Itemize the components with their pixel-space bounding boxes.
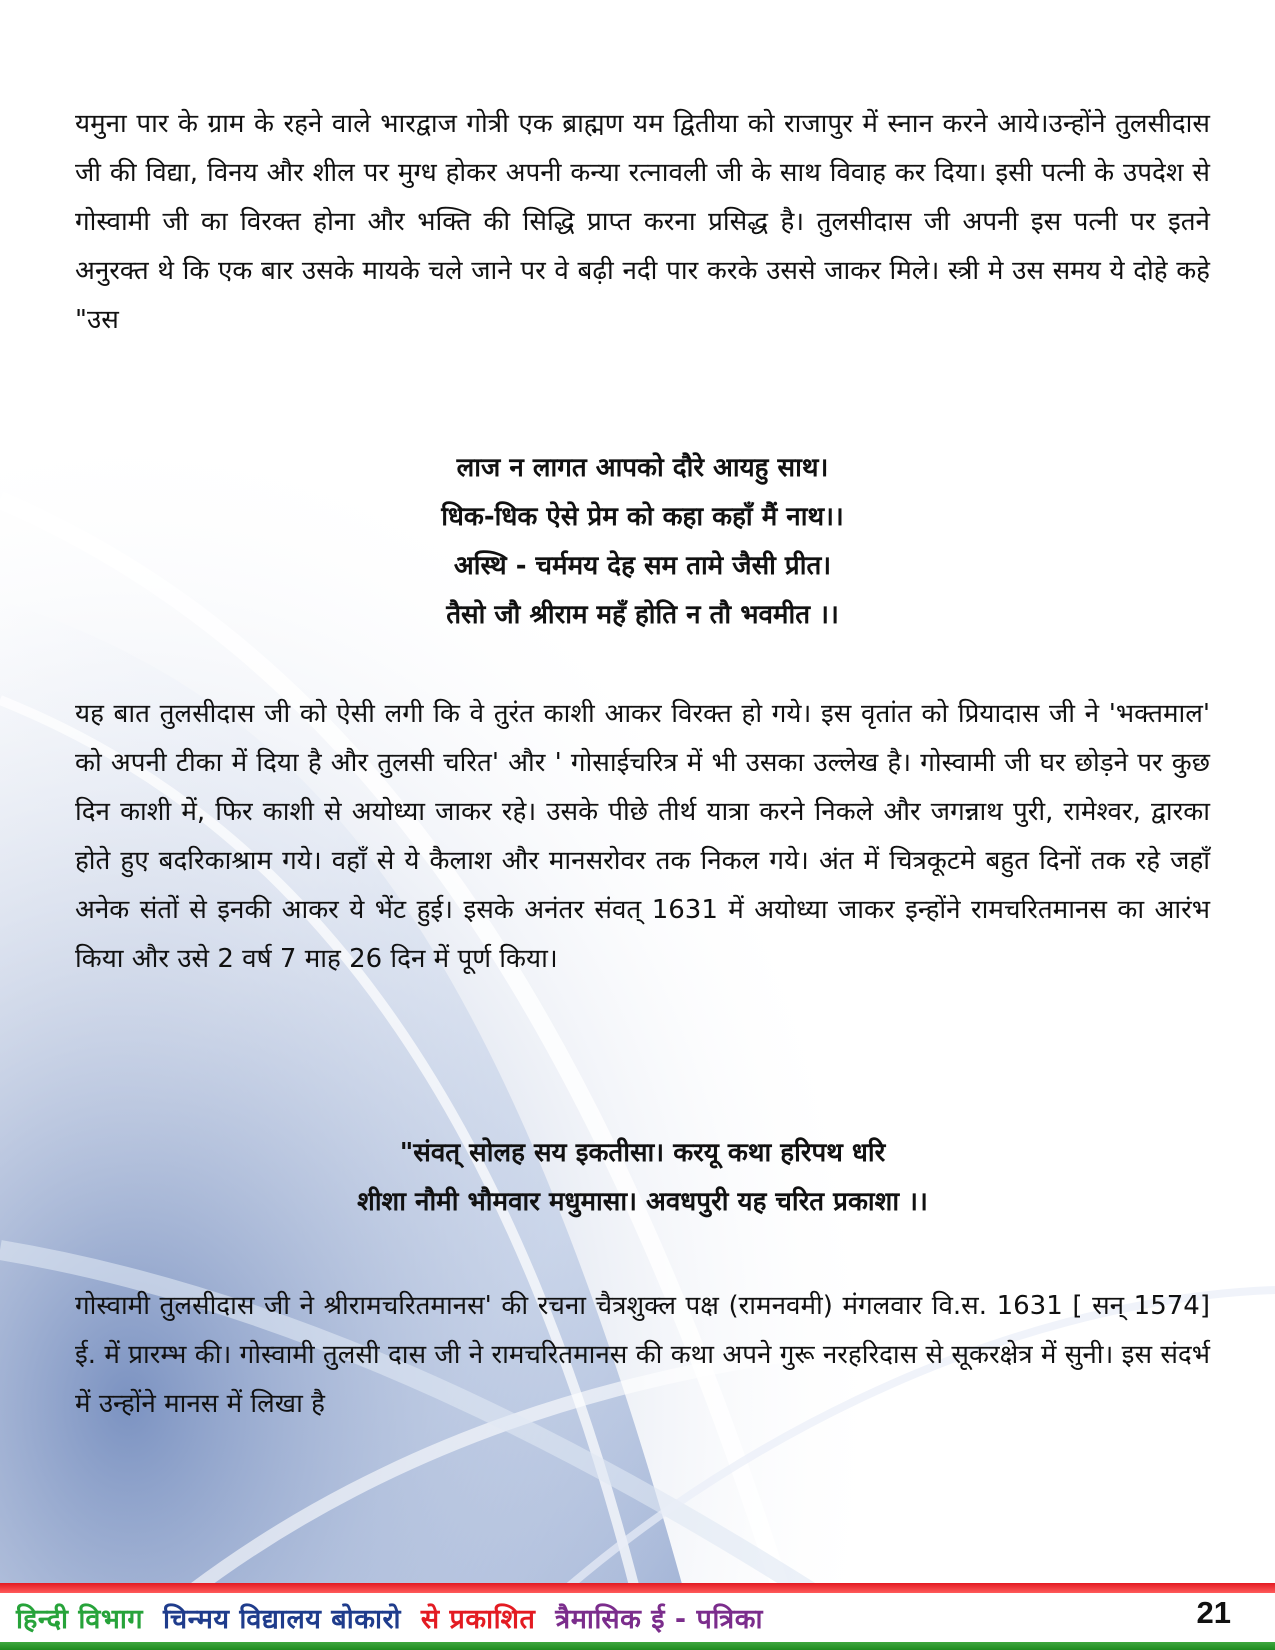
- verse-line: तैसो जौ श्रीराम महँ होति न तौ भवमीत ।।: [446, 600, 839, 630]
- verse-line: "संवत् सोलह सय इकतीसा। करयू कथा हरिपथ धरि: [399, 1138, 886, 1168]
- footer-department: हिन्दी विभाग: [16, 1604, 144, 1635]
- verse-line: धिक-धिक ऐसे प्रेम को कहा कहाँ मैं नाथ।।: [441, 502, 844, 532]
- verse-block-1: [75, 444, 1210, 640]
- footer-publication-line: [16, 1599, 773, 1636]
- page-number: 21: [1196, 1595, 1231, 1630]
- footer-school: चिन्मय विद्यालय बोकारो: [163, 1604, 401, 1635]
- paragraph-2: यह बात तुलसीदास जी को ऐसी लगी कि वे तुरंत काशी आकर विरक्त हो गये। इस वृतांत को प्रियादास जी ने 'भक्तमाल' को अपनी टीका में दिया है और तुलसी चरित' और ' गोसाईचरित्र में भी उसका उल्लेख है। गोस्वामी जी घर छोड़ने पर कुछ दिन काशी में, फिर काशी से अयोध्या जाकर रहे। उसके पीछे तीर्थ यात्रा करने निकले और जगन्नाथ पुरी, रामेश्वर, द्वारका होते हुए बदरिकाश्राम गये। वहाँ से ये कैलाश और मानसरोवर तक निकल गये। अंत में चित्रकूटमे बहुत दिनों तक रहे जहाँ अनेक संतों से इनकी आकर ये भेंट हुई। इसके अनंतर संवत् 1631 में अयोध्या जाकर इन्होंने रामचरितमानस का आरंभ किया और उसे 2 वर्ष 7 माह 26 दिन में पूर्ण किया।: [75, 699, 1210, 974]
- footer: [0, 1583, 1275, 1650]
- verse-line: शीशा नौमी भौमवार मधुमासा। अवधपुरी यह चरित प्रकाशा ।।: [357, 1187, 928, 1217]
- verse-block-2: [75, 1129, 1210, 1227]
- footer-green-stripe: [0, 1642, 1275, 1650]
- verse-line: लाज न लागत आपको दौरे आयहु साथ।: [456, 453, 829, 483]
- verse-line: अस्थि - चर्ममय देह सम तामे जैसी प्रीत।: [453, 551, 832, 581]
- paragraph-3: गोस्वामी तुलसीदास जी ने श्रीरामचरितमानस' की रचना चैत्रशुक्ल पक्ष (रामनवमी) मंगलवार वि.स. 1631 [ सन् 1574] ई. में प्रारम्भ की। गोस्वामी तुलसी दास जी ने रामचरितमानस की कथा अपने गुरू नरहरिदास से सूकरक्षेत्र में सुनी। इस संदर्भ में उन्होंने मानस में लिखा है: [75, 1291, 1210, 1419]
- footer-red-stripe: [0, 1583, 1275, 1593]
- paragraph-1: यमुना पार के ग्राम के रहने वाले भारद्वाज गोत्री एक ब्राह्मण यम द्वितीया को राजापुर में स्नान करने आये।उन्होंने तुलसीदास जी की विद्या, विनय और शील पर मुग्ध होकर अपनी कन्या रत्नावली जी के साथ विवाह कर दिया। इसी पत्नी के उपदेश से गोस्वामी जी का विरक्त होना और भक्ति की सिद्धि प्राप्त करना प्रसिद्ध है। तुलसीदास जी अपनी इस पत्नी पर इतने अनुरक्त थे कि एक बार उसके मायके चले जाने पर वे बढ़ी नदी पार करके उससे जाकर मिले। स्त्री मे उस समय ये दोहे कहे "उस: [75, 109, 1210, 335]
- footer-published-by: से प्रकाशित: [420, 1604, 536, 1635]
- footer-magazine-type: त्रैमासिक ई - पत्रिका: [555, 1604, 763, 1635]
